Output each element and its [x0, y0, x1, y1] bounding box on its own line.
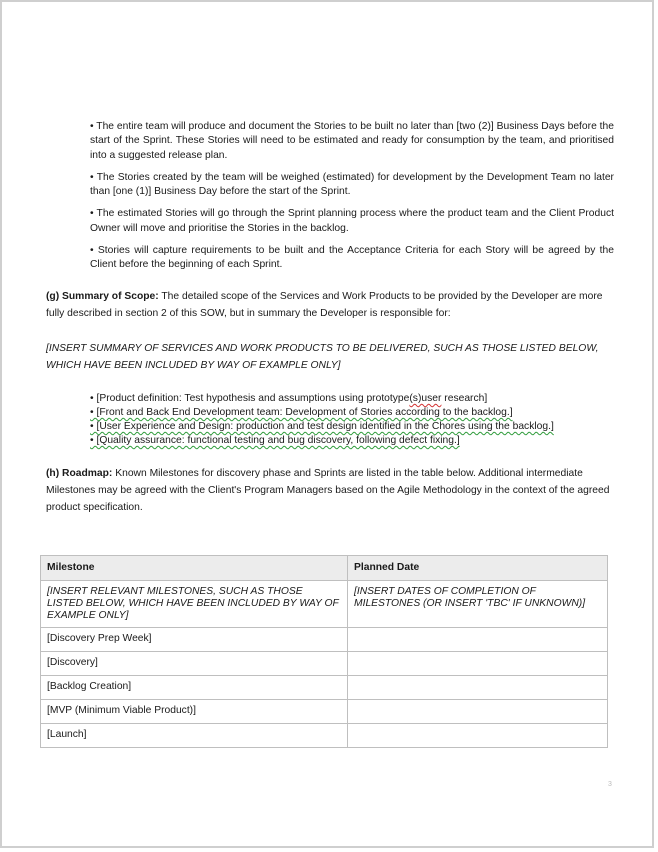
table-header-row — [41, 556, 608, 581]
table-cell: [Discovery Prep Week] — [41, 628, 348, 652]
bullet-item: • Stories will capture requirements to be built and the Acceptance Criteria for each Story will be agreed by the Client before the beginning of each Sprint. — [90, 245, 614, 271]
scope-paragraph — [46, 288, 614, 322]
table-row — [41, 676, 608, 700]
page-number: 3 — [608, 781, 612, 788]
spelling-flag: (s)user — [409, 393, 442, 404]
table-cell — [348, 676, 608, 700]
insert-summary-note: [INSERT SUMMARY OF SERVICES AND WORK PRODUCTS TO BE DELIVERED, SUCH AS THOSE LISTED BELOW, WHICH HAVE BEEN INCLUDED BY WAY OF EXAMPLE ONLY] — [46, 343, 599, 371]
table-cell: [INSERT DATES OF COMPLETION OF MILESTONES (OR INSERT 'TBC' IF UNKNOWN)] — [348, 581, 608, 628]
column-header-milestone: Milestone — [41, 556, 348, 581]
bullet-item: • The entire team will produce and document the Stories to be built no later than [two (2)] Business Days before the start of the Sprint. These Stories will need to be estimated and ready for consumption by the team, and prioritised into a suggested release plan. — [90, 121, 614, 161]
scope-item: • [Quality assurance: functional testing and bug discovery, following defect fixing.] — [90, 435, 460, 446]
scope-item-list — [90, 392, 620, 448]
scope-text: The detailed scope of the Services and Work Products to be provided by the Developer are more fully described in section 2 of this SOW, but in summary the Developer is responsible for: — [46, 291, 603, 319]
milestone-table — [40, 555, 608, 748]
table-cell: [Backlog Creation] — [41, 676, 348, 700]
bullet-item: • The Stories created by the team will be weighed (estimated) for development by the Development Team no later than [one (1)] Business Day before the start of the Sprint. — [90, 171, 614, 198]
table-cell: [Discovery] — [41, 652, 348, 676]
roadmap-paragraph — [46, 465, 614, 516]
table-cell — [348, 724, 608, 748]
table-row — [41, 628, 608, 652]
table-row — [41, 700, 608, 724]
scope-heading: (g) Summary of Scope: — [46, 291, 159, 302]
bullet-item: • The estimated Stories will go through the Sprint planning process where the product team and the Client Product Owner will move and prioritise the Stories in the backlog. — [90, 208, 614, 234]
table-cell: [INSERT RELEVANT MILESTONES, SUCH AS THOSE LISTED BELOW, WHICH HAVE BEEN INCLUDED BY WAY OF EXAMPLE ONLY] — [41, 581, 348, 628]
roadmap-heading: (h) Roadmap: — [46, 468, 113, 479]
scope-item: • [User Experience and Design: production and test design identified in the Chores using the backlog.] — [90, 421, 554, 432]
table-cell — [348, 628, 608, 652]
process-bullet-list — [90, 120, 614, 281]
table-cell: [Launch] — [41, 724, 348, 748]
column-header-planned-date: Planned Date — [348, 556, 608, 581]
table-row — [41, 581, 608, 628]
scope-item: • [Front and Back End Development team: Development of Stories according to the backlog.] — [90, 407, 513, 418]
table-row — [41, 652, 608, 676]
table-row — [41, 724, 608, 748]
table-cell — [348, 700, 608, 724]
table-cell: [MVP (Minimum Viable Product)] — [41, 700, 348, 724]
roadmap-text: Known Milestones for discovery phase and Sprints are listed in the table below. Additional intermediate Milestones may be agreed with the Client's Program Managers based on the Agile Methodology in the context of the agreed product specification. — [46, 468, 610, 513]
table-cell — [348, 652, 608, 676]
scope-item: • [Product definition: Test hypothesis and assumptions using prototype(s)user research] — [90, 393, 488, 404]
